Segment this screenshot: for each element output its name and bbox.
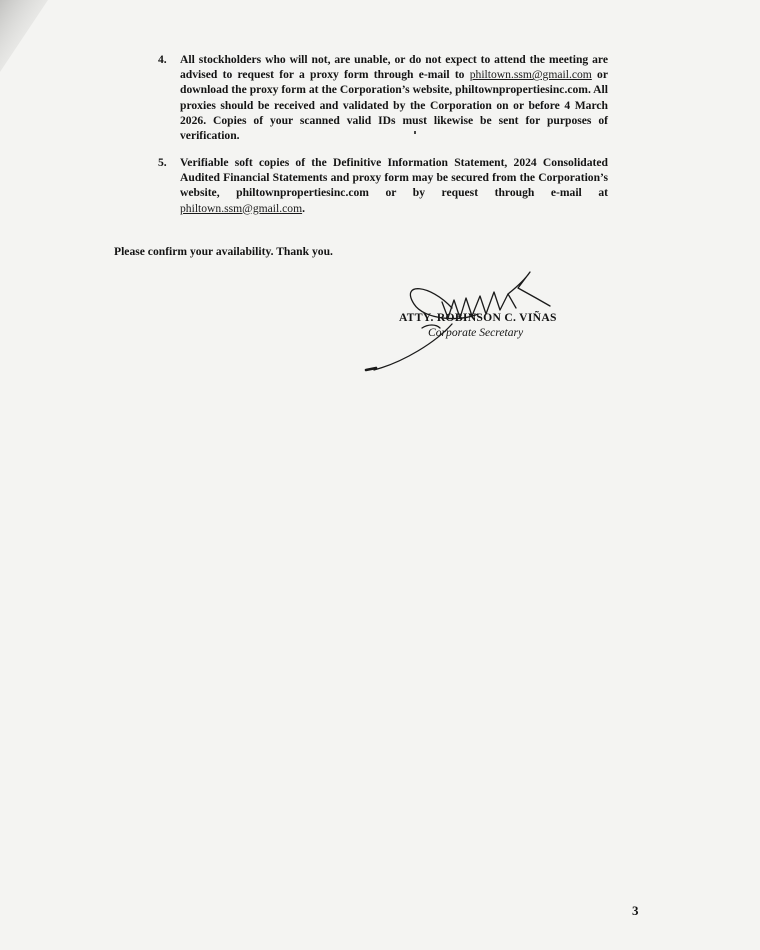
- item-number: 5.: [158, 156, 167, 169]
- signature-block: [360, 262, 600, 382]
- item-text-part: .: [302, 201, 306, 215]
- handwritten-signature: [360, 262, 600, 382]
- closing-line: Please confirm your availability. Thank you.: [114, 245, 333, 258]
- signatory-title: Corporate Secretary: [428, 326, 524, 339]
- page-number: 3: [632, 903, 639, 918]
- folded-corner-shadow: [0, 0, 60, 80]
- item-text-part: Verifiable soft copies of the Definitive Information Statement, 2024 Consolidated Audited Financial Statements and proxy form may be secured from the Corporation’s website, philtownpropertiesinc.com or by request through e-mail at: [180, 156, 608, 200]
- item-text: [180, 52, 608, 143]
- email-link[interactable]: philtown.ssm@gmail.com: [469, 68, 592, 82]
- item-number: 4.: [158, 53, 167, 66]
- signatory-name: ATTY. ROBINSON C. VIÑAS: [399, 311, 557, 324]
- item-text-part: All stockholders who will not, are unable, or do not expect to attend the meeting are advised to request for a proxy form through e-mail to: [180, 53, 608, 82]
- list-item-5: [158, 155, 608, 216]
- list-item-4: [158, 52, 608, 143]
- email-link[interactable]: philtown.ssm@gmail.com: [180, 201, 303, 215]
- item-text-part: or download the proxy form at the Corporation’s website, philtownpropertiesinc.com. All proxies should be received and validated by the Corporation on or before 4 March 2026. Copies of your scanned valid IDs must likewise be sent for purposes of verification.: [180, 68, 608, 143]
- scan-speck: [414, 131, 416, 134]
- item-text: [180, 155, 608, 216]
